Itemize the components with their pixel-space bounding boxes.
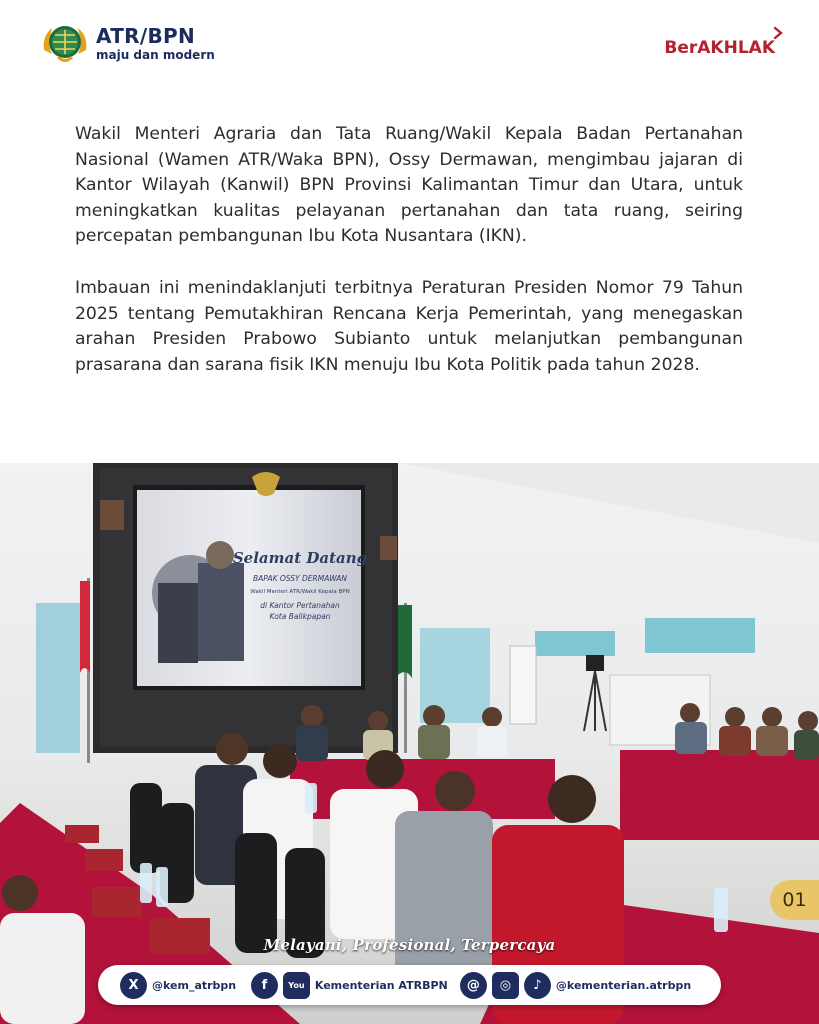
social-media-bar: [98, 965, 721, 1005]
logo-tagline: maju dan modern: [96, 47, 215, 62]
screen-title: Selamat Datang: [232, 549, 368, 567]
screen-role: Wakil Menteri ATR/Wakil Kepala BPN: [250, 589, 350, 595]
logo-title: ATR/BPN: [96, 23, 196, 48]
facebook-icon[interactable]: f: [251, 972, 278, 999]
tiktok-icon[interactable]: ♪: [524, 972, 551, 999]
twitter-handle[interactable]: @kem_atrbpn: [152, 978, 237, 992]
article-paragraph: Wakil Menteri Agraria dan Tata Ruang/Wakil Kepala Badan Pertanahan Nasional (Wamen ATR/Waka BPN), Ossy Dermawan, mengimbau jajaran di Kantor Wilayah (Kanwil) BPN Provinsi Kalimantan Timur dan Utara, untuk meningkatkan kualitas pelayanan pertanahan dan tata ruang, seiring percepatan pembangunan Ibu Kota Nusantara (IKN).: [75, 124, 743, 247]
twitter-group: [120, 972, 251, 999]
article-body: [75, 122, 743, 378]
x-twitter-icon[interactable]: X: [120, 972, 147, 999]
screen-place: di Kantor Pertanahan: [260, 601, 340, 610]
facebook-youtube-group: [251, 972, 460, 999]
ministry-name[interactable]: Kementerian ATRBPN: [314, 978, 448, 992]
instagram-icon[interactable]: ◎: [492, 972, 519, 999]
threads-icon[interactable]: @: [460, 972, 487, 999]
youtube-icon[interactable]: You: [283, 972, 310, 999]
atrbpn-emblem-icon: [40, 20, 90, 66]
article-paragraph: Imbauan ini menindaklanjuti terbitnya Peraturan Presiden Nomor 79 Tahun 2025 tentang Pemutakhiran Rencana Kerja Pemerintah, yang menegaskan arahan Presiden Prabowo Subianto untuk melanjutkan pembangunan prasarana dan sarana fisik IKN menuju Ibu Kota Politik pada tahun 2028.: [75, 277, 743, 375]
motto-text: Melayani, Profesional, Terpercaya: [263, 936, 556, 954]
page-number-badge: 01: [770, 880, 819, 920]
berakhlak-label: BerAKHLAK: [664, 38, 775, 58]
chevron-right-icon: [771, 26, 785, 40]
screen-name: BAPAK OSSY DERMAWAN: [253, 574, 347, 583]
berakhlak-badge: [664, 38, 775, 58]
atrbpn-logo: [40, 20, 215, 66]
instagram-group: [460, 972, 709, 999]
screen-place2: Kota Balikpapan: [269, 612, 331, 621]
instagram-handle[interactable]: @kementerian.atrbpn: [555, 978, 692, 992]
